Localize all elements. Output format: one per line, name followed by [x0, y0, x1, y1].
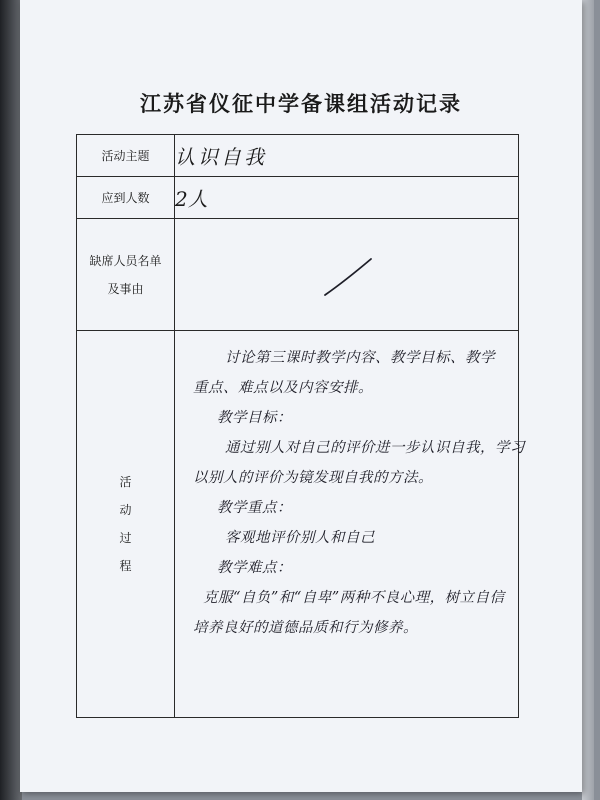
process-label-char-1: 活 [119, 475, 132, 489]
page-title: 江苏省仪征中学备课组活动记录 [140, 91, 462, 116]
process-line: 讨论第三课时教学内容、教学目标、教学 [225, 350, 495, 366]
absentees-label-line1: 缺席人员名单 [89, 253, 162, 268]
process-line: 培养良好的道德品质和行为修养。 [193, 620, 418, 636]
absentees-label [77, 219, 175, 331]
slash-mark [175, 219, 519, 331]
absentees-row [77, 219, 519, 331]
record-table [76, 134, 525, 718]
process-row [77, 331, 519, 718]
attendance-label: 应到人数 [77, 177, 175, 219]
absentees-value [175, 219, 519, 331]
process-content [175, 331, 525, 718]
theme-row [77, 135, 519, 177]
attendance-value: 2人 [175, 177, 519, 219]
process-line: 以别人的评价为镜发现自我的方法。 [193, 470, 433, 486]
record-sheet [20, 0, 582, 792]
process-line: 重点、难点以及内容安排。 [193, 380, 373, 396]
process-line: 教学难点： [217, 560, 292, 576]
page-edge [582, 0, 594, 800]
process-line: 教学重点： [217, 500, 292, 516]
theme-value: 认识自我 [175, 135, 519, 177]
theme-label: 活动主题 [77, 135, 175, 177]
process-label-char-4: 程 [119, 559, 132, 573]
attendance-row [77, 177, 519, 219]
process-label-char-3: 过 [119, 531, 132, 545]
process-line: 客观地评价别人和自己 [225, 530, 375, 546]
process-line: 教学目标： [217, 410, 292, 426]
process-line: 克服“自负”和“自卑”两种不良心理，树立自信 [203, 590, 505, 606]
process-label [77, 331, 175, 718]
process-line: 通过别人对自己的评价进一步认识自我，学习 [225, 440, 525, 456]
absentees-label-line2: 及事由 [107, 281, 144, 296]
process-label-char-2: 动 [119, 503, 132, 517]
notebook-binding [0, 0, 22, 800]
